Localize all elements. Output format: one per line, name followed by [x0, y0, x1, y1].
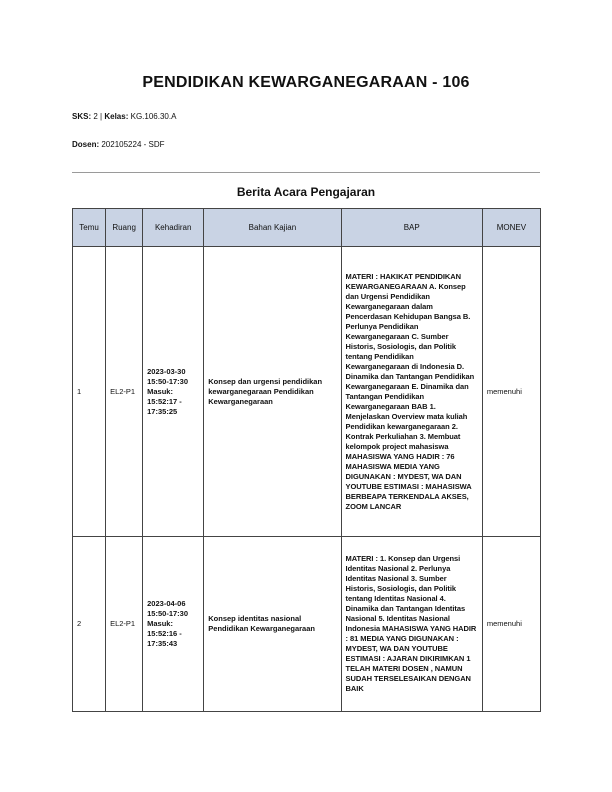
sks-label: SKS: — [72, 112, 92, 121]
meta-separator: | — [100, 112, 103, 121]
header-bahan-kajian: Bahan Kajian — [204, 209, 341, 247]
course-meta — [72, 112, 176, 121]
cell-kehadiran: 2023-03-30 15:50-17:30 Masuk: 15:52:17 - 17:35:25 — [143, 247, 204, 537]
teaching-report-table — [72, 208, 541, 712]
cell-bahan-kajian: Konsep dan urgensi pendidikan kewarganegaraan Pendidikan Kewarganegaraan — [204, 247, 341, 537]
table-header-row — [73, 209, 541, 247]
sks-value: 2 — [93, 112, 98, 121]
cell-bap: MATERI : HAKIKAT PENDIDIKAN KEWARGANEGARAAN A. Konsep dan Urgensi Pendidikan Kewarganegaraan dalam Pencerdasan Kehidupan Bangsa B. Perlunya Pendidikan Kewarganegaraan C. Sumber Historis, Sosiologis, dan Politik tentang Pendidikan Kewarganegaraan di Indonesia D. Dinamika dan Tantangan Pendidikan Kewarganegaraan E. Dinamika dan Tantangan Pendidikan Kewarganegaraan BAB 1. Menjelaskan Overview mata kuliah Pendidikan kewarganegaraan 2. Kontrak Perkuliahan 3. Membuat kelompok project mahasiswa MAHASISWA YANG HADIR : 76 MAHASISWA MEDIA YANG DIGUNAKAN : MYDEST, WA DAN YOUTUBE ESTIMASI : MAHASISWA BERBEAPA TERKENDALA AKSES, ZOOM LANCAR — [341, 247, 482, 537]
cell-temu: 2 — [73, 537, 106, 712]
page-title: PENDIDIKAN KEWARGANEGARAAN - 106 — [142, 74, 470, 91]
header-bap: BAP — [341, 209, 482, 247]
table-row — [73, 537, 541, 712]
section-title: Berita Acara Pengajaran — [236, 185, 376, 199]
cell-kehadiran: 2023-04-06 15:50-17:30 Masuk: 15:52:16 - 17:35:43 — [143, 537, 204, 712]
cell-temu: 1 — [73, 247, 106, 537]
cell-monev: memenuhi — [482, 537, 540, 712]
lecturer-meta — [72, 140, 165, 149]
header-monev: MONEV — [482, 209, 540, 247]
kelas-value: KG.106.30.A — [130, 112, 177, 121]
cell-ruang: EL2-P1 — [106, 247, 143, 537]
cell-ruang: EL2-P1 — [106, 537, 143, 712]
dosen-label: Dosen: — [72, 140, 100, 149]
header-kehadiran: Kehadiran — [143, 209, 204, 247]
cell-bahan-kajian: Konsep identitas nasional Pendidikan Kewarganegaraan — [204, 537, 341, 712]
cell-monev: memenuhi — [482, 247, 540, 537]
kelas-label: Kelas: — [104, 112, 129, 121]
divider — [72, 172, 540, 173]
header-ruang: Ruang — [106, 209, 143, 247]
header-temu: Temu — [73, 209, 106, 247]
dosen-value: 202105224 - SDF — [101, 140, 165, 149]
table-row — [73, 247, 541, 537]
cell-bap: MATERI : 1. Konsep dan Urgensi Identitas Nasional 2. Perlunya Identitas Nasional 3. Sumber Historis, Sosiologis, dan Politik tentang Identitas Nasional 4. Dinamika dan Tantangan Identitas Nasional 5. Identitas Nasional Indonesia MAHASISWA YANG HADIR : 81 MEDIA YANG DIGUNAKAN : MYDEST, WA DAN YOUTUBE ESTIMASI : AJARAN DIKIRIMKAN 1 TELAH MATERI DOSEN , NAMUN SUDAH TERSELESAIKAN DENGAN BAIK — [341, 537, 482, 712]
